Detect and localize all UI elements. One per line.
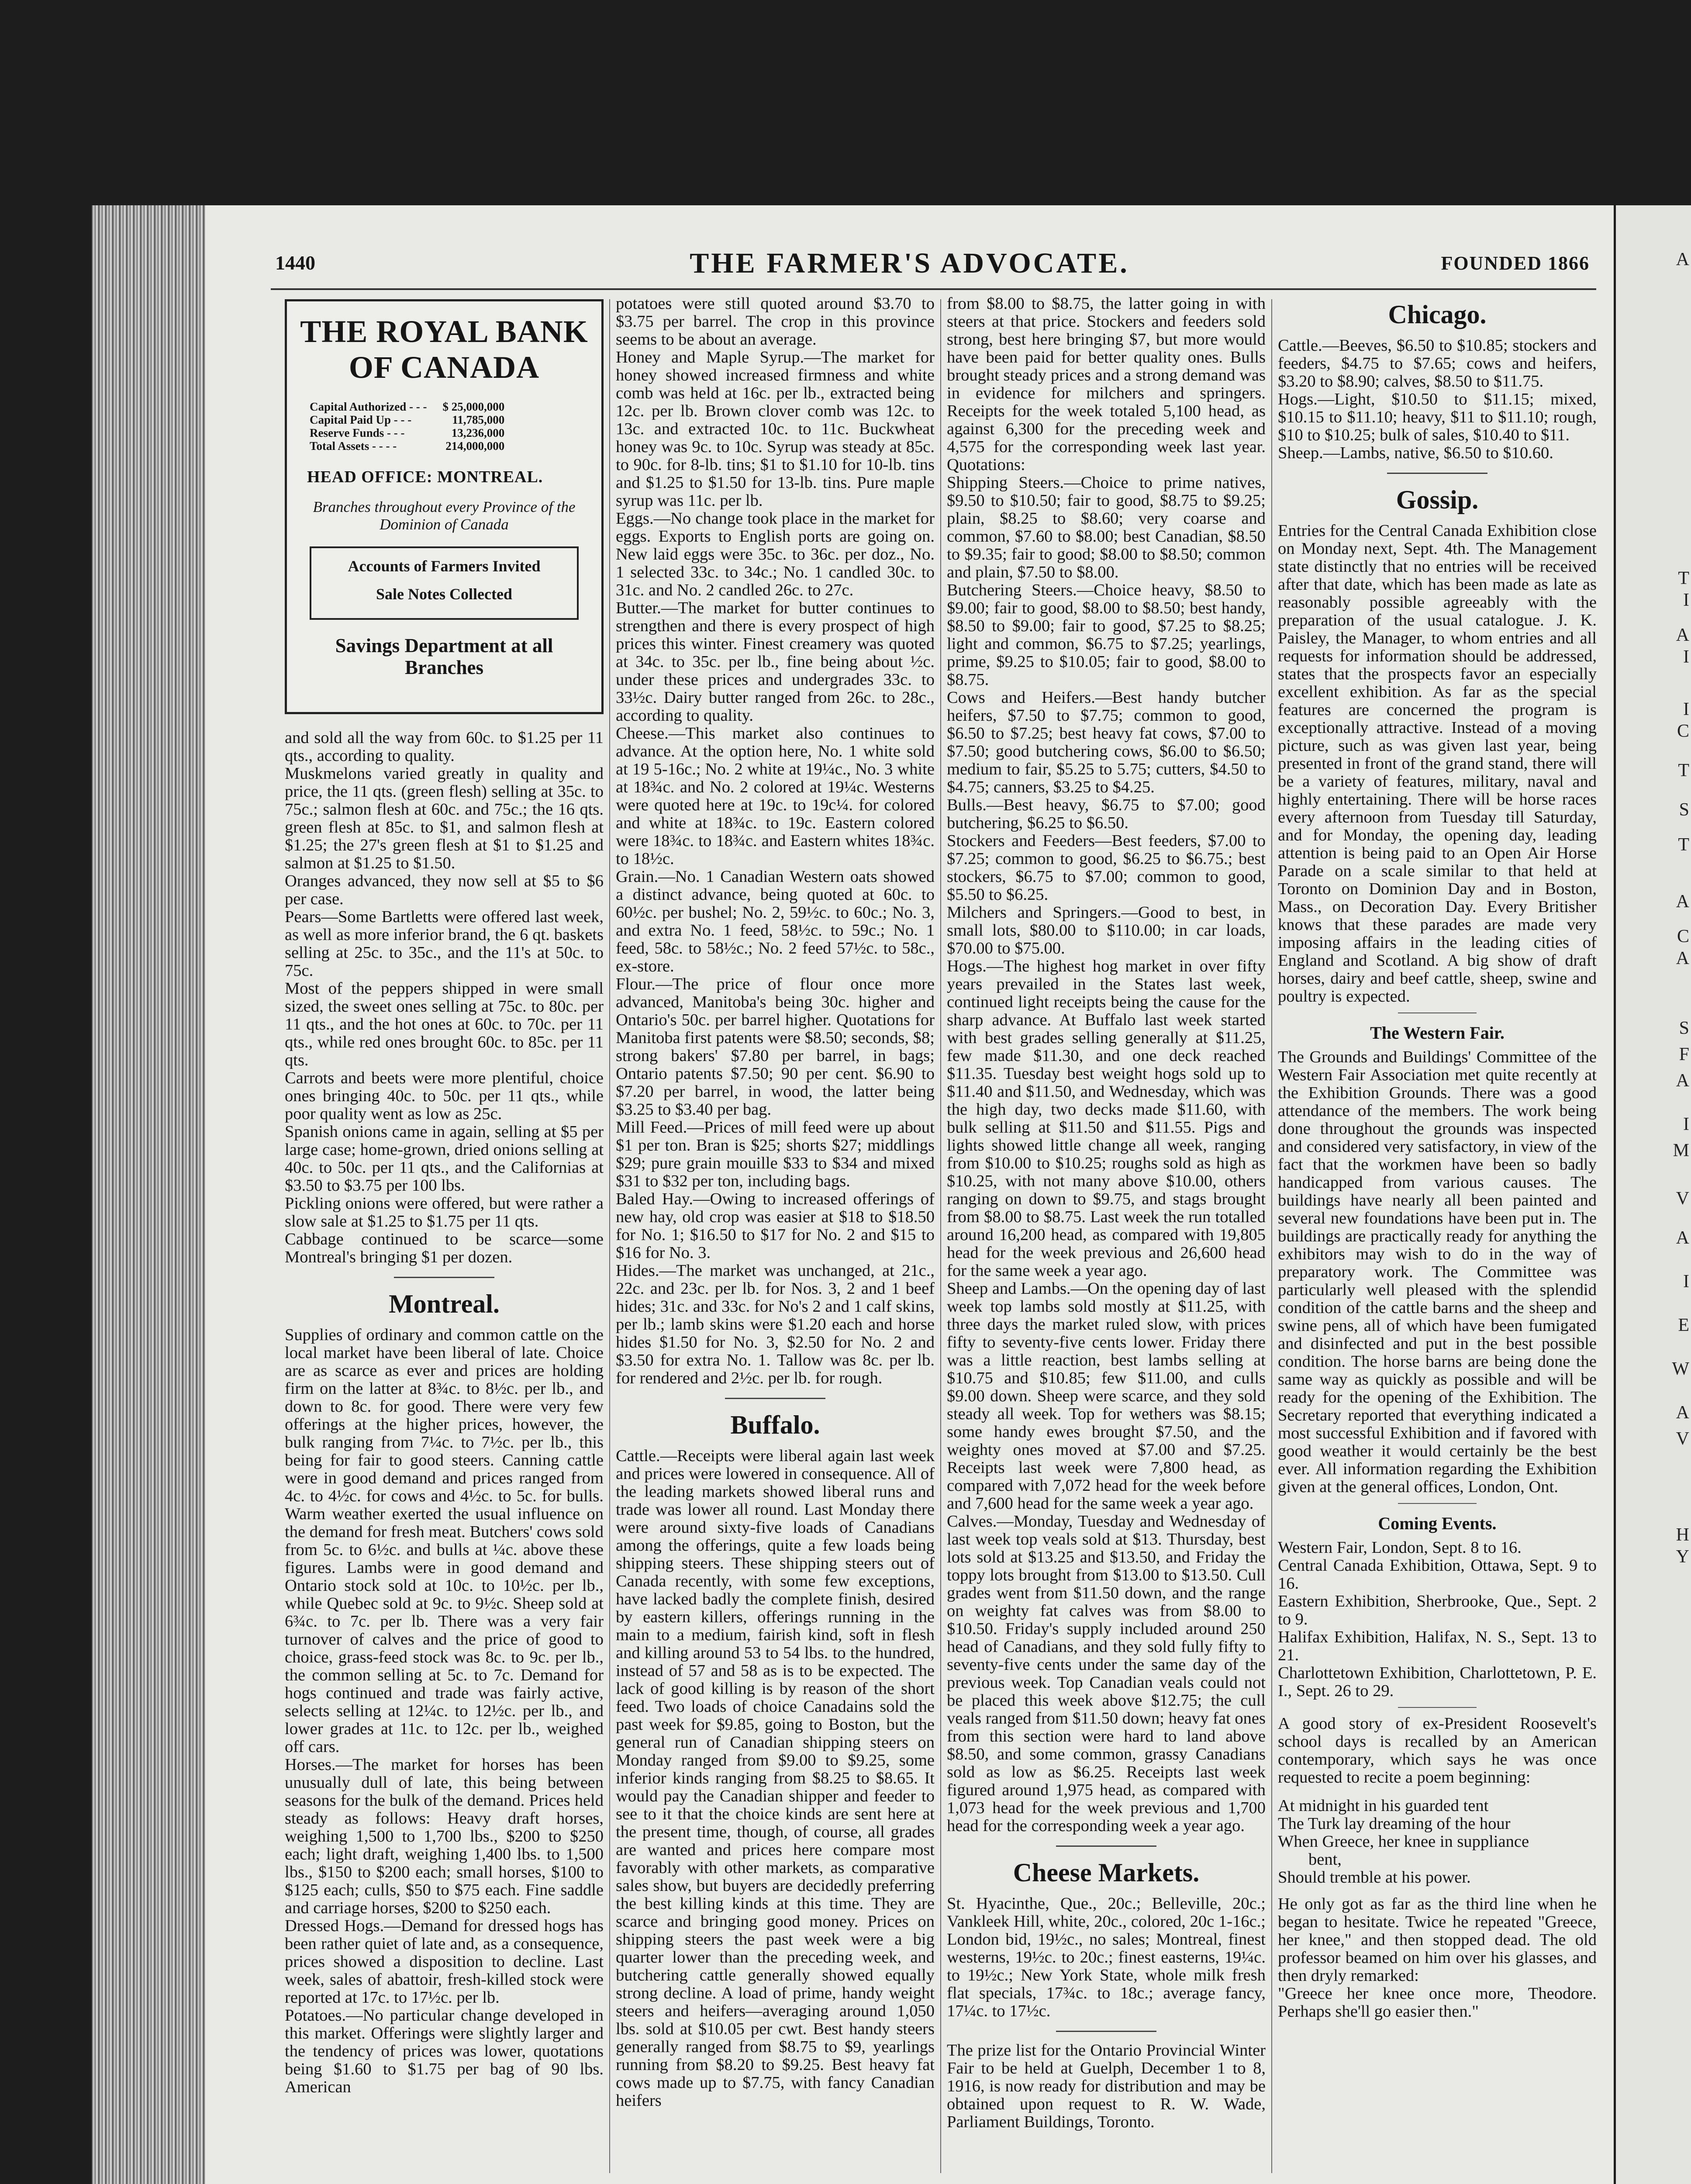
- paragraph: Bulls.—Best heavy, $6.75 to $7.00; good butchering, $6.25 to $6.50.: [947, 796, 1266, 832]
- figure-label: Total Assets - - - -: [310, 439, 397, 453]
- paragraph: Cattle.—Beeves, $6.50 to $10.85; stockers and feeders, $4.75 to $7.65; cows and heifers, $3.20 to $8.90; calves, $8.50 to $11.75.: [1278, 336, 1597, 390]
- edge-letter: V: [1676, 1429, 1689, 1449]
- section-rule: [1056, 1845, 1156, 1847]
- paragraph: Carrots and beets were more plentiful, choice ones bringing 40c. to 50c. per 11 qts., while poor quality went as low as 25c.: [285, 1069, 604, 1123]
- edge-letter: S: [1679, 1018, 1689, 1038]
- newspaper-page: [205, 205, 1614, 2184]
- edge-letter: A: [1676, 892, 1689, 912]
- figure-label: Reserve Funds - - -: [310, 426, 405, 439]
- figure-value: 214,000,000: [445, 439, 505, 453]
- figure-value: 13,236,000: [451, 426, 505, 439]
- edge-letter: V: [1676, 1189, 1689, 1209]
- paragraph: Hides.—The market was unchanged, at 21c., 22c. and 23c. per lb. for Nos. 3, 2 and 1 beef hides; 31c. and 33c. for No's 2 and 1 calf skins, per lb.; lamb skins were $1.20 each and horse hides $1.50 for No. 3, $2.50 for No. 2 and $3.50 for extra No. 1. Tallow was 8c. per lb. for rendered and 2½c. per lb. for rough.: [616, 1261, 935, 1387]
- edge-letter: W: [1672, 1359, 1689, 1379]
- edge-letter: E: [1678, 1315, 1689, 1335]
- sale-notes-line: Sale Notes Collected: [376, 585, 512, 603]
- figure-label: Capital Authorized - - -: [310, 400, 427, 413]
- paragraph: Milchers and Springers.—Good to best, in small lots, $80.00 to $110.00; in car loads, $70.00 to $75.00.: [947, 903, 1266, 957]
- paragraph: Dressed Hogs.—Demand for dressed hogs has been rather quiet of late and, as a consequence, prices showed a disposition to decline. Last week, sales of abattoir, fresh-killed stock were reported at 17c. to 17½c. per lb.: [285, 1917, 604, 2007]
- section-heading-coming-events: Coming Events.: [1378, 1514, 1497, 1533]
- paragraph: Most of the peppers shipped in were small sized, the sweet ones selling at 75c. to 80c. per 11 qts., and the hot ones at 60c. to 70c. per 11 qts., while red ones brought 60c. to 85c. per 11 qts.: [285, 979, 604, 1069]
- paragraph: St. Hyacinthe, Que., 20c.; Belleville, 20c.; Vankleek Hill, white, 20c., colored, 20c 1-16c.; London bid, 19½c., no sales; Montreal, finest westerns, 19½c. to 20c.; finest easterns, 19¼c. to 19½c.; New York State, whole milk fresh flat specials, 17¾c. to 18c.; average fancy, 17¼c. to 17½c.: [947, 1894, 1266, 2020]
- page-header: [205, 247, 1614, 286]
- edge-letter: I: [1683, 590, 1689, 610]
- table-row: [307, 400, 507, 413]
- poem-line: The Turk lay dreaming of the hour: [1278, 1814, 1511, 1833]
- paragraph: The Grounds and Buildings' Committee of the Western Fair Association met quite recently at the Exhibition Grounds. There was a good attendance of the members. The work being done throughout the grounds was inspected and considered very satisfactory, in view of the fact that the workmen have been so badly handicapped from various causes. The buildings have nearly all been painted and several new foundations have been put in. The buildings are practically ready for anything the exhibitors may wish to do in the way of preparatory work. The Committee was particularly well pleased with the splendid condition of the cattle barns and the sheep and swine pens, all of which have been fumigated and disinfected and put in the best possible condition. The horse barns are being done the same way as quickly as possible and will be ready for the opening of the Exhibition. The Secretary reported that everything indicated a most successful Exhibition and if favored with good weather it would certainly be the best ever. All information regarding the Exhibition given at the general offices, London, Ont.: [1278, 1048, 1597, 1496]
- paragraph: "Greece her knee once more, Theodore. Perhaps she'll go easier then.": [1278, 1984, 1597, 2021]
- paragraph: Shipping Steers.—Choice to prime natives, $9.50 to $10.50; fair to good, $8.75 to $9.25; plain, $8.25 to $8.60; very coarse and common, $7.60 to $8.00; best Canadian, $8.50 to $9.35; fair to good; $8.00 to $8.50; common and plain, $7.50 to $8.00.: [947, 473, 1266, 581]
- column-3: [947, 295, 1266, 2182]
- paragraph: Hogs.—The highest hog market in over fifty years prevailed in the States last week, continued light receipts being the cause for the sharp advance. At Buffalo last week started with best grades selling generally at $11.25, few made $11.30, and one deck reached $11.35. Tuesday best weight hogs sold up to $11.40 and $11.50, and Wednesday, which was the high day, two decks made $11.60, with bulk selling at $11.50 and $11.55. Pigs and lights showed little change all week, ranging from $10.00 to $10.25; roughs sold as high as $10.25, with not many above $10.00, others ranging on down to $9.75, and stags brought from $8.00 to $8.75. Last week the run totalled around 16,200 head, as compared with 19,805 head for the week previous and 26,600 head for the same week a year ago.: [947, 957, 1266, 1280]
- edge-letter: A: [1676, 1071, 1689, 1091]
- column-rule: [609, 299, 610, 2173]
- paragraph: potatoes were still quoted around $3.70 to $3.75 per barrel. The crop in this province seems to be about an average.: [616, 295, 935, 349]
- paragraph: Muskmelons varied greatly in quality and price, the 11 qts. (green flesh) selling at 35c. to 75c.; salmon flesh at 60c. and 75c.; the 16 qts. green flesh at 85c. to $1, and salmon flesh at $1.25; the 27's green flesh at $1 to $1.25 and salmon at $1.25 to $1.50.: [285, 764, 604, 872]
- column-2: [616, 295, 935, 2182]
- poem-line: bent,: [1308, 1850, 1342, 1869]
- poem: [1278, 1797, 1597, 1887]
- event-item: Halifax Exhibition, Halifax, N. S., Sept. 13 to 21.: [1278, 1628, 1597, 1664]
- section-heading-western-fair: The Western Fair.: [1370, 1023, 1505, 1043]
- paragraph: Eggs.—No change took place in the market for eggs. Exports to English ports are going on. New laid eggs were 35c. to 36c. per doz., No. 1 selected 33c. to 34c.; No. 1 candled 30c. to 31c. and No. 2 candled 26c. to 27c.: [616, 509, 935, 599]
- section-heading-gossip: Gossip.: [1396, 485, 1479, 514]
- edge-letter: A: [1676, 948, 1689, 968]
- edge-letter: A: [1676, 1228, 1689, 1248]
- edge-letter: C: [1677, 721, 1689, 741]
- facing-page-edge: [1616, 205, 1691, 2184]
- section-rule: [1387, 473, 1487, 474]
- branches-note: Branches throughout every Province of the Dominion of Canada: [313, 498, 576, 533]
- edge-letter: I: [1683, 699, 1689, 719]
- paragraph: Spanish onions came in again, selling at $5 per large case; home-grown, dried onions selling at 40c. to 50c. per 11 qts., and the Californias at $3.50 to $3.75 per 100 lbs.: [285, 1123, 604, 1195]
- paragraph: Grain.—No. 1 Canadian Western oats showed a distinct advance, being quoted at 60c. to 60½c. per bushel; No. 2, 59½c. to 60c.; No. 3, and extra No. 1 feed, 58½c. to 59c.; No. 1 feed, 58c. to 58½c.; No. 2 feed 57½c. to 58c., ex-store.: [616, 867, 935, 975]
- figure-value: $ 25,000,000: [442, 400, 505, 413]
- section-heading-montreal: Montreal.: [389, 1289, 500, 1318]
- event-item: Central Canada Exhibition, Ottawa, Sept. 9 to 16.: [1278, 1556, 1597, 1593]
- edge-letter: A: [1676, 249, 1689, 270]
- paragraph: Baled Hay.—Owing to increased offerings of new hay, old crop was easier at $18 to $18.50 for No. 1; $16.50 to $17 for No. 2 and $15 to $16 for No. 3.: [616, 1190, 935, 1262]
- paragraph: Supplies of ordinary and common cattle on the local market have been liberal of late. Choice are as scarce as ever and prices are holding firm on the latter at 8¾c. to 8½c. per lb., and down to 8c. for good. There were very few offerings at the higher prices, however, the bulk ranging from 7¼c. to 7½c. per lb., this being for fair to good steers. Canning cattle were in good demand and prices ranged from 4c. to 4½c. for cows and 4½c. to 5c. for bulls. Warm weather exerted the usual influence on the demand for fresh meat. Butchers' cows sold from 5c. to 6½c. and bulls at ¼c. above these figures. Lambs were in good demand and Ontario stock sold at 10c. to 10½c. per lb., while Quebec sold at 9c. to 9½c. Sheep sold at 6¾c. to 7c. per lb. There was a very fair turnover of calves and the price of good to choice, grass-feed stock was 8c. to 9c. per lb., the common selling at 5c. to 7c. Demand for hogs continued and trade was fairly active, selects selling at 12¼c. to 12½c. per lb., and lower grades at 11c. to 12c. per lb., weighed off cars.: [285, 1326, 604, 1756]
- paragraph: Calves.—Monday, Tuesday and Wednesday of last week top veals sold at $13. Thursday, best lots sold at $13.25 and $13.50, and Friday the toppy lots brought from $13.00 to $13.50. Cull grades went from $11.50 down, and the range on weighty fat calves was from $8.00 to $10.50. Friday's supply included around 250 head of Canadians, and they sold fully fifty to seventy-five cents under the same day of the previous week. Top Canadian veals could not be placed this week above $12.75; the cull veals ranged from $11.50 down; heavy fat ones from this section were hard to land above $8.50, and some common, grassy Canadians sold as low as $6.25. Receipts last week figured around 1,975 head, as compared with 1,073 head for the week previous and 1,700 head for the corresponding week a year ago.: [947, 1512, 1266, 1835]
- section-heading-cheese-markets: Cheese Markets.: [1013, 1858, 1200, 1887]
- bank-figures-table: [307, 400, 507, 453]
- edge-letter: T: [1678, 760, 1689, 781]
- edge-letter: I: [1683, 1114, 1689, 1134]
- edge-letter: F: [1679, 1044, 1689, 1064]
- edge-letter: I: [1683, 647, 1689, 667]
- paragraph: Mill Feed.—Prices of mill feed were up about $1 per ton. Bran is $25; shorts $27; middlings $29; pure grain mouille $33 to $34 and mixed $31 to $32 per ton, including bags.: [616, 1118, 935, 1190]
- edge-letter: M: [1673, 1140, 1689, 1161]
- paragraph: from $8.00 to $8.75, the latter going in with steers at that price. Stockers and feeders sold strong, best here bringing $7, but more would have been paid for better quality ones. Bulls brought steady prices and a strong demand was in evidence for milchers and springers. Receipts for the week totaled 5,100 head, as against 6,300 for the preceding week and 4,575 for the corresponding week last year. Quotations:: [947, 295, 1266, 474]
- edge-letter: T: [1678, 835, 1689, 855]
- figure-label: Capital Paid Up - - -: [310, 413, 412, 426]
- masthead: THE FARMER'S ADVOCATE.: [690, 247, 1129, 279]
- paragraph: Honey and Maple Syrup.—The market for honey showed increased firmness and white comb was held at 16c. per lb., extracted being 12c. per lb. Brown clover comb was 12c. to 13c. and extracted 10c. to 11c. Buckwheat honey was 9c. to 10c. Syrup was steady at 85c. to 90c. for 8-lb. tins; $1 to $1.10 for 10-lb. tins and $1.25 to $1.50 for 13-lb. tins. Pure maple syrup was 11c. per lb.: [616, 348, 935, 510]
- edge-letter: C: [1677, 926, 1689, 947]
- table-row: [307, 426, 507, 439]
- book-binding-edge: [92, 205, 223, 2184]
- section-rule: [1398, 1503, 1477, 1504]
- royal-bank-advertisement: [285, 299, 604, 714]
- edge-letter: T: [1678, 568, 1689, 588]
- edge-letter: A: [1676, 1403, 1689, 1423]
- paragraph: Butchering Steers.—Choice heavy, $8.50 to $9.00; fair to good, $8.00 to $8.50; best handy, $8.50 to $9.00; fair to good, $7.25 to $8.25; light and common, $6.75 to $7.25; yearlings, prime, $9.25 to $10.05; fair to good, $8.00 to $8.75.: [947, 581, 1266, 689]
- section-rule: [725, 1398, 825, 1399]
- section-heading-buffalo: Buffalo.: [730, 1410, 820, 1439]
- column-4: [1278, 295, 1597, 2182]
- paragraph: Horses.—The market for horses has been unusually dull of late, this being between seasons for the bulk of the demand. Prices held steady as follows: Heavy draft horses, weighing 1,500 to 1,700 lbs., $200 to $250 each; light draft, weighing 1,400 lbs. to 1,500 lbs., $150 to $200 each; small horses, $100 to $125 each; culls, $50 to $75 each. Fine saddle and carriage horses, $200 to $250 each.: [285, 1755, 604, 1917]
- poem-line: At midnight in his guarded tent: [1278, 1797, 1489, 1815]
- column-1: [285, 295, 604, 2182]
- paragraph: Pickling onions were offered, but were rather a slow sale at $1.25 to $1.75 per 11 qts.: [285, 1194, 604, 1230]
- paragraph: Cattle.—Receipts were liberal again last week and prices were lowered in consequence. All of the leading markets showed liberal runs and trade was lower all round. Last Monday there were around sixty-five loads of Canadians among the offerings, quite a few loads being shipping steers. These shipping steers out of Canada recently, with some few exceptions, have lacked badly the complete finish, desired by eastern killers, offerings running in the main to a medium, fairish kind, soft in flesh and killing around 53 to 54 lbs. to the hundred, instead of 57 and 58 as is to be expected. The lack of good killing is by reason of the short feed. Two loads of choice Canadains sold the past week for $9.85, going to Boston, but the general run of Canadian shipping steers on Monday ranged from $9.00 to $9.25, some inferior kinds ranging from $8.25 to $8.65. It would pay the Canadian shipper and feeder to see to it that the choice kinds are sent here at the present time, though, of course, all grades are wanted and prices here compare most favorably with other markets, as comparative sales show, but buyers are decidedly preferring the best killing kinds at this time. They are scarce and bringing good money. Prices on shipping steers the past week were a big quarter lower than the preceding week, and butchering cattle generally showed equally strong decline. A load of prime, handy weight steers and heifers—averaging around 1,050 lbs. sold at $10.05 per cwt. Best handy steers generally ranged from $8.75 to $9, yearlings running from $8.20 to $9.25. Best heavy fat cows made up to $7.75, with fancy Canadian heifers: [616, 1447, 935, 2110]
- paragraph: Cheese.—This market also continues to advance. At the option here, No. 1 white sold at 19 5-16c.; No. 2 white at 19¼c., No. 3 white at 18¾c. and No. 2 colored at 19¼c. Westerns were quoted here at 19c. to 19c¼. for colored and white at 18¾c. to 19c. Eastern colored were 18¾c. to 18¾c. and Eastern whites 18¾c. to 18½c.: [616, 724, 935, 868]
- figure-value: 11,785,000: [452, 413, 505, 426]
- paragraph: Flour.—The price of flour once more advanced, Manitoba's being 30c. higher and Ontario's 50c. per barrel higher. Quotations for Manitoba first patents were $8.50; seconds, $8; strong bakers' $7.80 per barrel, in bags; Ontario patents $7.50; 90 per cent. $6.90 to $7.20 per barrel, in wood, the latter being $3.25 to $3.40 per bag.: [616, 975, 935, 1119]
- column-rule: [940, 299, 941, 2173]
- paragraph: Oranges advanced, they now sell at $5 to $6 per case.: [285, 872, 604, 908]
- edge-letter: Y: [1676, 1547, 1689, 1567]
- section-rule: [1398, 1707, 1477, 1708]
- edge-letter: A: [1676, 625, 1689, 645]
- accounts-line: Accounts of Farmers Invited: [348, 557, 541, 575]
- paragraph: Pears—Some Bartletts were offered last week, as well as more inferior brand, the 6 qt. baskets selling at 25c. to 35c., and the 11's at 50c. to 75c.: [285, 908, 604, 980]
- poem-line: Should tremble at his power.: [1278, 1868, 1471, 1887]
- savings-department: Savings Department at all Branches: [335, 635, 553, 678]
- paragraph: Cabbage continued to be scarce—some Montreal's bringing $1 per dozen.: [285, 1230, 604, 1266]
- paragraph: Butter.—The market for butter continues to strengthen and there is every prospect of high prices this winter. Finest creamery was quoted at 34c. to 35c. per lb., fine being about ½c. under these prices and undergrades 33c. to 33½c. Dairy butter ranged from 26c. to 28c., according to quality.: [616, 599, 935, 725]
- section-rule: [394, 1277, 494, 1278]
- paragraph: A good story of ex-President Roosevelt's school days is recalled by an American contemporary, which says he was once requested to recite a poem beginning:: [1278, 1714, 1597, 1787]
- paragraph: Sheep and Lambs.—On the opening day of last week top lambs sold mostly at $11.25, with three days the market ruled slow, with prices fifty to seventy-five cents lower. Friday there was a little reaction, best lambs selling at $10.75 and $10.85; few $11.00, and culls $9.00 down. Sheep were scarce, and they sold steady all week. Top for wethers was $8.15; some handy ewes brought $7.50, and the weighty ones moved at $7.00 and $7.25. Receipts last week were 7,800 head, as compared with 7,072 head for the week before and 7,600 head for the same week a year ago.: [947, 1279, 1266, 1513]
- event-item: Eastern Exhibition, Sherbrooke, Que., Sept. 2 to 9.: [1278, 1592, 1597, 1628]
- paragraph: The prize list for the Ontario Provincial Winter Fair to be held at Guelph, December 1 to 8, 1916, is now ready for distribution and may be obtained upon request to R. W. Wade, Parliament Buildings, Toronto.: [947, 2041, 1266, 2131]
- edge-letter: I: [1683, 1272, 1689, 1292]
- column-rule: [1271, 299, 1272, 2173]
- page-number: 1440: [275, 252, 315, 274]
- paragraph: Potatoes.—No particular change developed in this market. Offerings were slightly larger and the tendency of prices was lower, quotations being $1.60 to $1.75 per bag of 90 lbs. American: [285, 2006, 604, 2096]
- section-rule: [1056, 2031, 1156, 2032]
- paragraph: Hogs.—Light, $10.50 to $11.15; mixed, $10.15 to $11.10; heavy, $11 to $11.10; rough, $10 to $10.25; bulk of sales, $10.40 to $11.: [1278, 390, 1597, 444]
- paragraph: Entries for the Central Canada Exhibition close on Monday next, Sept. 4th. The Management state distinctly that no entries will be received after that date, which has been made as late as reasonably possible agreeably with the preparation of the usual catalogue. J. K. Paisley, the Manager, to whom entries and all requests for information should be addressed, states that the prospects favor an especially excellent exhibition. As far as the special features are concerned the program is exceptionally attractive. Instead of a moving picture, such as was given last year, being presented in front of the grand stand, there will be a variety of features, military, naval and highly entertaining. There will be horse races every afternoon from Tuesday till Saturday, and for Monday, the opening day, leading attention is being paid to an Open Air Horse Parade on a scale similar to that held at Toronto on Dominion Day and in Boston, Mass., on Decoration Day. Every Britisher knows that these parades are made very imposing affairs in the leading cities of England and Scotland. A big show of draft horses, dairy and beef cattle, sheep, swine and poultry is expected.: [1278, 522, 1597, 1006]
- bank-name: THE ROYAL BANK OF CANADA: [300, 314, 588, 385]
- founded-label: FOUNDED 1866: [1441, 252, 1590, 274]
- paragraph: Sheep.—Lambs, native, $6.50 to $10.60.: [1278, 444, 1553, 462]
- paragraph: He only got as far as the third line when he began to hesitate. Twice he repeated "Greece, her knee," and then stopped dead. The old professor beamed on him over his glasses, and then dryly remarked:: [1278, 1895, 1597, 1985]
- event-item: Western Fair, London, Sept. 8 to 16.: [1278, 1538, 1522, 1557]
- paragraph: Cows and Heifers.—Best handy butcher heifers, $7.50 to $7.75; common to good, $6.50 to $7.25; best heavy fat cows, $7.00 to $7.50; good butchering cows, $6.00 to $6.50; medium to fair, $5.25 to 5.75; cutters, $4.50 to $4.75; canners, $3.25 to $4.25.: [947, 688, 1266, 796]
- head-office: HEAD OFFICE: MONTREAL.: [307, 468, 543, 486]
- header-rule: [271, 288, 1596, 290]
- section-heading-chicago: Chicago.: [1388, 300, 1487, 329]
- event-item: Charlottetown Exhibition, Charlottetown, P. E. I., Sept. 26 to 29.: [1278, 1664, 1597, 1700]
- paragraph: and sold all the way from 60c. to $1.25 per 11 qts., according to quality.: [285, 729, 604, 765]
- poem-line: When Greece, her knee in suppliance: [1278, 1832, 1529, 1851]
- table-row: [307, 413, 507, 426]
- edge-letter: H: [1676, 1525, 1689, 1545]
- services-box: [310, 546, 579, 620]
- paragraph: Stockers and Feeders—Best feeders, $7.00 to $7.25; common to good, $6.25 to $6.75.; best stockers, $6.75 to $7.00; common to good, $5.50 to $6.25.: [947, 832, 1266, 904]
- table-row: [307, 439, 507, 453]
- edge-letter: S: [1679, 800, 1689, 820]
